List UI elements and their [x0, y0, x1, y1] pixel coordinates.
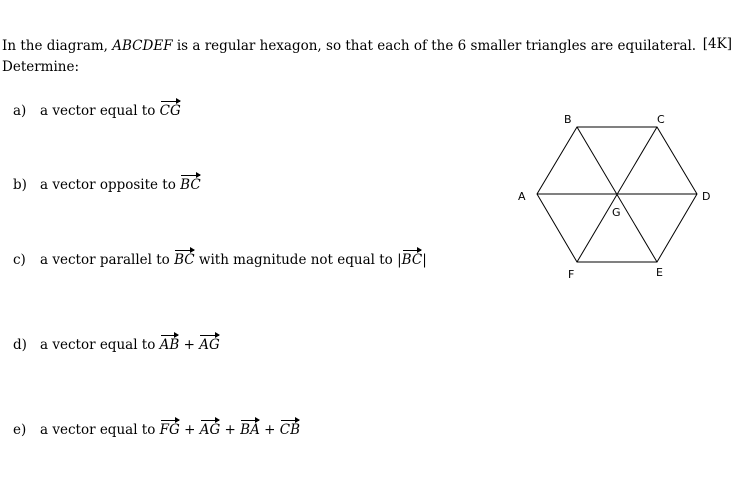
- vertex-label-c: C: [657, 113, 665, 126]
- question-text: a vector equal to: [40, 337, 160, 353]
- vector-bc-magnitude: BC: [402, 249, 423, 268]
- question-c: [13, 249, 427, 268]
- vector-ab: AB: [160, 334, 180, 353]
- question-text: a vector equal to: [40, 103, 160, 119]
- question-letter: a): [13, 103, 27, 119]
- question-e: [13, 419, 300, 438]
- plus-operator: +: [220, 422, 241, 438]
- vertex-label-g: G: [612, 206, 621, 219]
- vector-ba: BA: [240, 419, 260, 438]
- question-d: [13, 334, 220, 353]
- intro-paragraph: [2, 36, 742, 78]
- question-a: [13, 100, 181, 119]
- vertex-label-e: E: [656, 266, 663, 279]
- intro-hexagon-name: ABCDEF: [112, 38, 173, 54]
- vector-ag: AG: [200, 419, 221, 438]
- hexagon-diagram: [500, 100, 730, 290]
- abs-bar-open: |: [397, 252, 402, 268]
- question-text: a vector parallel to: [40, 252, 175, 268]
- question-letter: d): [13, 337, 27, 353]
- vertex-label-d: D: [702, 190, 711, 203]
- plus-operator: +: [179, 337, 200, 353]
- question-letter: e): [13, 422, 27, 438]
- intro-text-start: In the diagram,: [2, 38, 113, 54]
- vector-cb: CB: [280, 419, 300, 438]
- vertex-label-b: B: [564, 113, 572, 126]
- plus-operator: +: [259, 422, 280, 438]
- vector-bc: BC: [180, 174, 201, 193]
- question-text: a vector equal to: [40, 422, 160, 438]
- question-text: a vector opposite to: [40, 177, 181, 193]
- intro-text-end: is a regular hexagon, so that each of the 6 smaller triangles are equilateral.: [172, 38, 697, 54]
- question-text-middle: with magnitude not equal to: [194, 252, 398, 268]
- vector-ag: AG: [199, 334, 220, 353]
- plus-operator: +: [179, 422, 200, 438]
- determine-label: Determine:: [2, 59, 80, 75]
- abs-bar-close: |: [422, 252, 427, 268]
- vector-cg: CG: [160, 100, 181, 119]
- question-letter: c): [13, 252, 26, 268]
- question-b: [13, 174, 201, 193]
- vertex-label-f: F: [568, 268, 575, 281]
- question-letter: b): [13, 177, 27, 193]
- vector-fg: FG: [160, 419, 180, 438]
- vertex-label-a: A: [518, 190, 526, 203]
- marks-badge: [4K]: [702, 36, 732, 52]
- vector-bc: BC: [174, 249, 195, 268]
